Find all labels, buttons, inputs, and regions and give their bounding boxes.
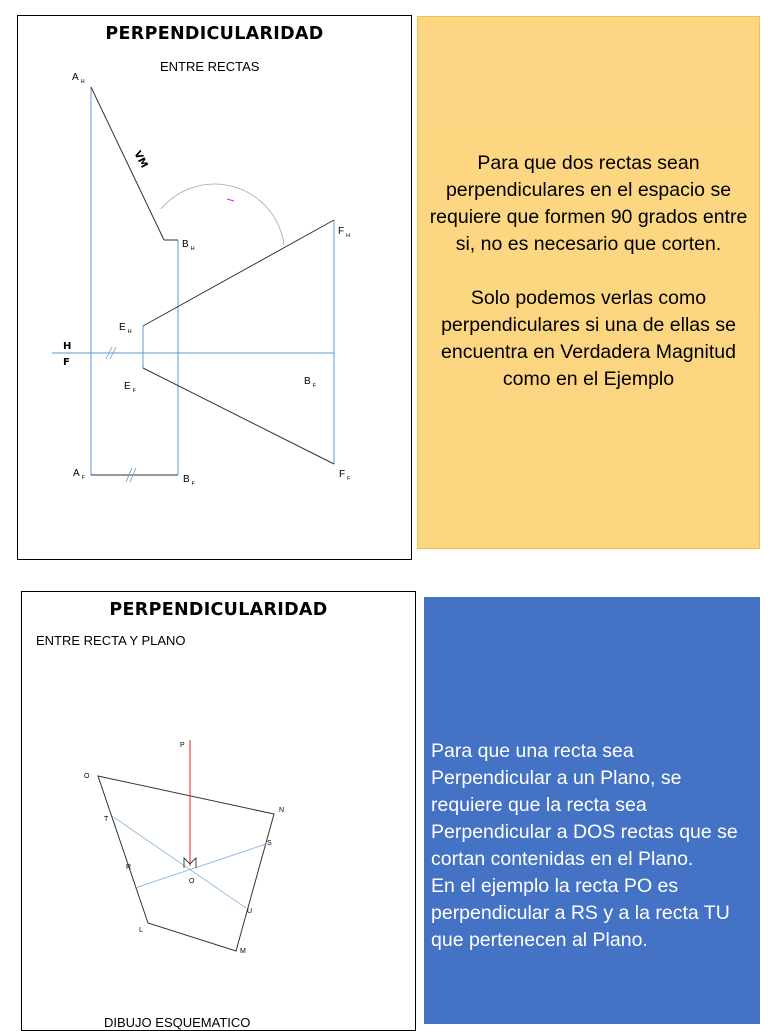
right-angle-arc [161, 184, 284, 245]
label-o-center: O [189, 878, 195, 885]
label-a-f: A $_F$ [73, 468, 86, 481]
label-axis-h: H [63, 341, 72, 352]
label-f-h: F $_H$ [338, 226, 351, 239]
label-p: P [180, 742, 185, 749]
label-s: S [267, 840, 272, 847]
panel-footer: DIBUJO ESQUEMATICO [104, 1015, 251, 1030]
label-r: R [126, 864, 132, 871]
label-t: T [104, 816, 109, 823]
label-true-magnitude: VM [131, 149, 150, 171]
label-u: U [247, 908, 253, 915]
label-n: N [279, 807, 285, 814]
line-plane-diagram [22, 592, 416, 1031]
label-a-h: A $_H$ [72, 72, 85, 85]
explanation-line-2: En el ejemplo la recta PO es perpendicular a RS y a la recta TU que pertenecen al Plano. [431, 875, 730, 951]
panel-title: PERPENDICULARIDAD [105, 24, 324, 44]
label-o-corner: O [84, 773, 90, 780]
lines-diagram [18, 16, 412, 560]
panel-subtitle: ENTRE RECTAS [160, 59, 260, 74]
plane-outline [98, 776, 274, 951]
explanation-box-lines [417, 16, 760, 549]
line-tu [112, 816, 246, 908]
label-b-f: B $_F$ [183, 474, 196, 487]
explanation-box-line-plane [424, 597, 760, 1024]
explanation-paragraph-2: Solo podemos verlas como perpendiculares si una de ellas se encuentra en Verdadera Magnitud como en el Ejemplo [441, 287, 736, 390]
diagram-panel-lines [17, 15, 412, 560]
explanation-paragraph-1: Para que dos rectas sean perpendiculares en el espacio se requiere que formen 90 grados entre si, no es necesario que corten. [429, 152, 748, 255]
label-f-f: F $_F$ [339, 469, 351, 482]
label-axis-f: F [63, 357, 70, 368]
label-m: M [240, 948, 246, 955]
angle-mark [227, 199, 234, 201]
label-b-h: B $_H$ [182, 239, 195, 252]
panel-title: PERPENDICULARIDAD [109, 600, 328, 620]
diagram-panel-line-plane [21, 591, 416, 1031]
panel-subtitle: ENTRE RECTA Y PLANO [36, 633, 186, 648]
line-ab-horizontal-view [91, 87, 164, 240]
label-e-f: E $_F$ [124, 381, 137, 394]
label-l: L [139, 927, 143, 934]
label-b-f-right: B $_F$ [304, 376, 317, 389]
label-e-h: E $_H$ [119, 322, 132, 335]
line-ef-horizontal-view [143, 220, 334, 326]
line-rs [135, 844, 266, 888]
explanation-line-1: Para que una recta sea Perpendicular a un Plano, se requiere que la recta sea Perpendicular a DOS rectas que se cortan contenidas en el Plano. [431, 740, 738, 870]
